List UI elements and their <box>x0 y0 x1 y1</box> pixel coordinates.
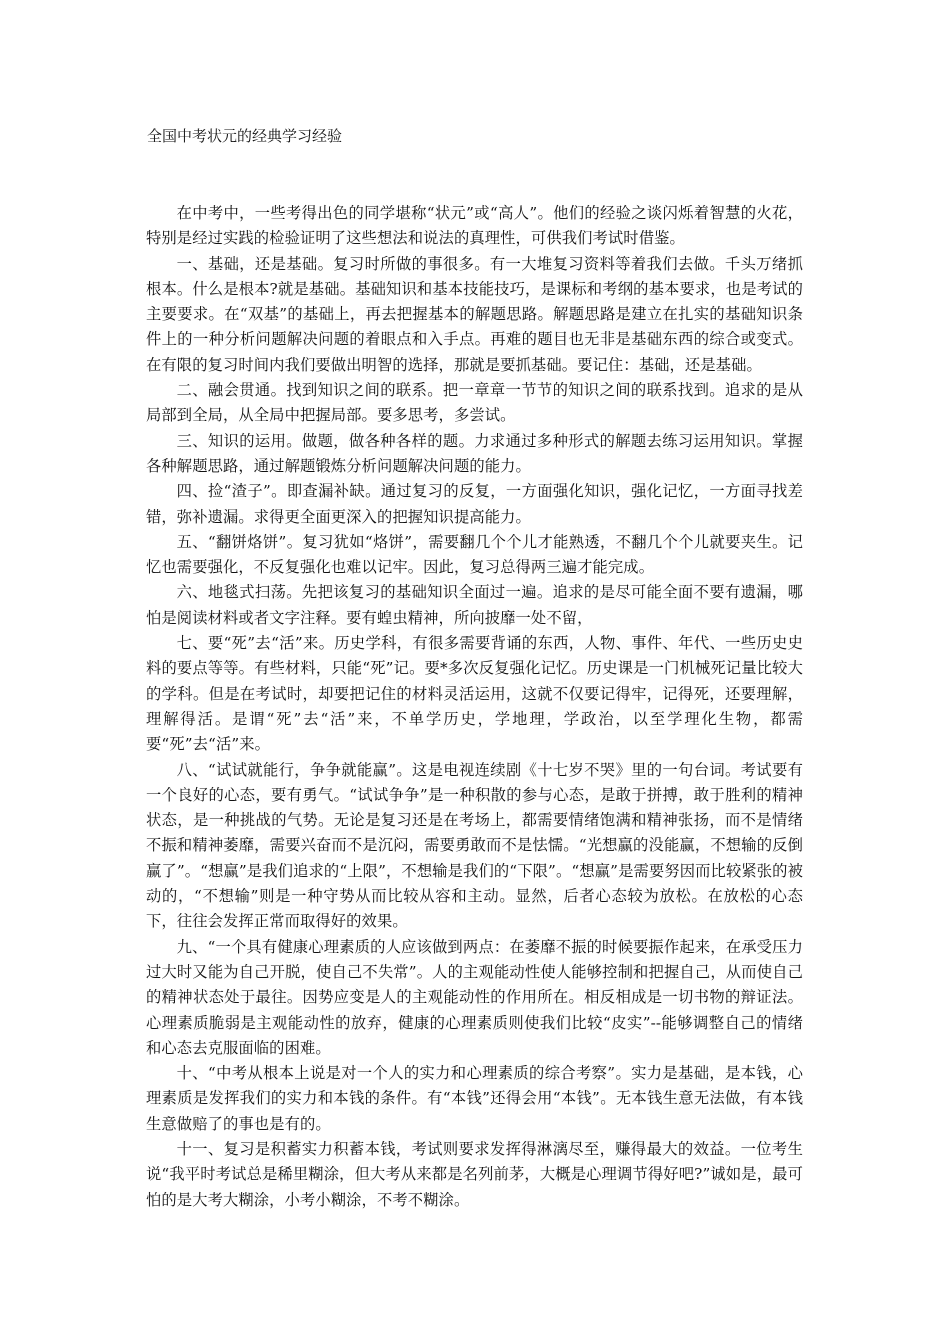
document-title: 全国中考状元的经典学习经验 <box>147 127 343 145</box>
document-body <box>146 201 803 1213</box>
tip-paragraph-11: 十一、复习是积蓄实力积蓄本钱，考试则要求发挥得淋漓尽至，赚得最大的效益。一位考生说“我平时考试总是稀里糊涂，但大考从来都是名列前茅，大概是心理调节得好吧?”诚如是，最可怕的是大考大糊涂，小考小糊涂，不考不糊涂。 <box>146 1139 803 1209</box>
tip-paragraph-6: 六、地毯式扫荡。先把该复习的基础知识全面过一遍。追求的是尽可能全面不要有遗漏，哪怕是阅读材料或者文字注释。要有蝗虫精神，所向披靡一处不留， <box>146 583 803 627</box>
tip-paragraph-8: 八、“试试就能行，争争就能赢”。这是电视连续剧《十七岁不哭》里的一句台词。考试要有一个良好的心态，要有勇气。“试试争争”是一种积散的参与心态，是敢于拼搏，敢于胜利的精神状态，是一种挑战的气势。无论是复习还是在考场上，都需要情绪饱满和精神张扬，而不是情绪不振和精神萎靡，需要兴奋而不是沉闷，需要勇敢而不是怯懦。“光想赢的没能赢，不想输的反倒赢了”。“想赢”是我们追求的“上限”，不想输是我们的“下限”。“想赢”是需要努因而比较紧张的被动的，“不想输”则是一种守势从而比较从容和主动。显然，后者心态较为放松。在放松的心态下，往往会发挥正常而取得好的效果。 <box>146 760 803 931</box>
intro-paragraph: 在中考中，一些考得出色的同学堪称“状元”或“高人”。他们的经验之谈闪烁着智慧的火花，特别是经过实践的检验证明了这些想法和说法的真理性，可供我们考试时借鉴。 <box>146 204 803 248</box>
tip-paragraph-4: 四、捡“渣子”。即查漏补缺。通过复习的反复，一方面强化知识，强化记忆，一方面寻找差错，弥补遗漏。求得更全面更深入的把握知识提高能力。 <box>146 482 803 526</box>
tip-paragraph-9: 九、“一个具有健康心理素质的人应该做到两点：在萎靡不振的时候要振作起来，在承受压力过大时又能为自己开脱，使自己不失常”。人的主观能动性使人能够控制和把握自己，从而使自己的精神状态处于最往。因势应变是人的主观能动性的作用所在。相反相成是一切书物的辩证法。心理素质脆弱是主观能动性的放弃，健康的心理素质则使我们比较“皮实”--能够调整自己的情绪和心态去克服面临的困难。 <box>146 937 803 1057</box>
tip-paragraph-7: 七、要“死”去“活”来。历史学科，有很多需要背诵的东西，人物、事件、年代、一些历史史料的要点等等。有些材料，只能“死”记。要*多次反复强化记忆。历史课是一门机械死记量比较大的学科。但是在考试时，却要把记住的材料灵活运用，这就不仅要记得牢，记得死，还要理解，理解得活。是谓“死”去“活”来，不单学历史，学地理，学政治，以至学理化生物，都需要“死”去“活”来。 <box>146 634 803 754</box>
tip-paragraph-5: 五、“翻饼烙饼”。复习犹如“烙饼”，需要翻几个个儿才能熟透，不翻几个个儿就要夹生。记忆也需要强化，不反复强化也难以记牢。因此，复习总得两三遍才能完成。 <box>146 532 803 577</box>
tip-paragraph-2: 二、融会贯通。找到知识之间的联系。把一章章一节节的知识之间的联系找到。追求的是从局部到全局，从全局中把握局部。要多思考，多尝试。 <box>146 381 803 425</box>
tip-paragraph-3: 三、知识的运用。做题，做各种各样的题。力求通过多种形式的解题去练习运用知识。掌握各种解题思路，通过解题锻炼分析问题解决问题的能力。 <box>146 431 803 475</box>
tip-paragraph-1: 一、基础，还是基础。复习时所做的事很多。有一大堆复习资料等着我们去做。千头万绪抓根本。什么是根本?就是基础。基础知识和基本技能技巧，是课标和考纲的基本要求，也是考试的主要要求。在“双基”的基础上，再去把握基本的解题思路。解题思路是建立在扎实的基础知识条件上的一种分析问题解决问题的着眼点和入手点。再难的题目也无非是基础东西的综合或变式。在有限的复习时间内我们要做出明智的选择，那就是要抓基础。要记住：基础，还是基础。 <box>146 254 803 374</box>
tip-paragraph-10: 十、“中考从根本上说是对一个人的实力和心理素质的综合考察”。实力是基础，是本钱，心理素质是发挥我们的实力和本钱的条件。有“本钱”还得会用“本钱”。无本钱生意无法做，有本钱生意做赔了的事也是有的。 <box>146 1064 803 1133</box>
